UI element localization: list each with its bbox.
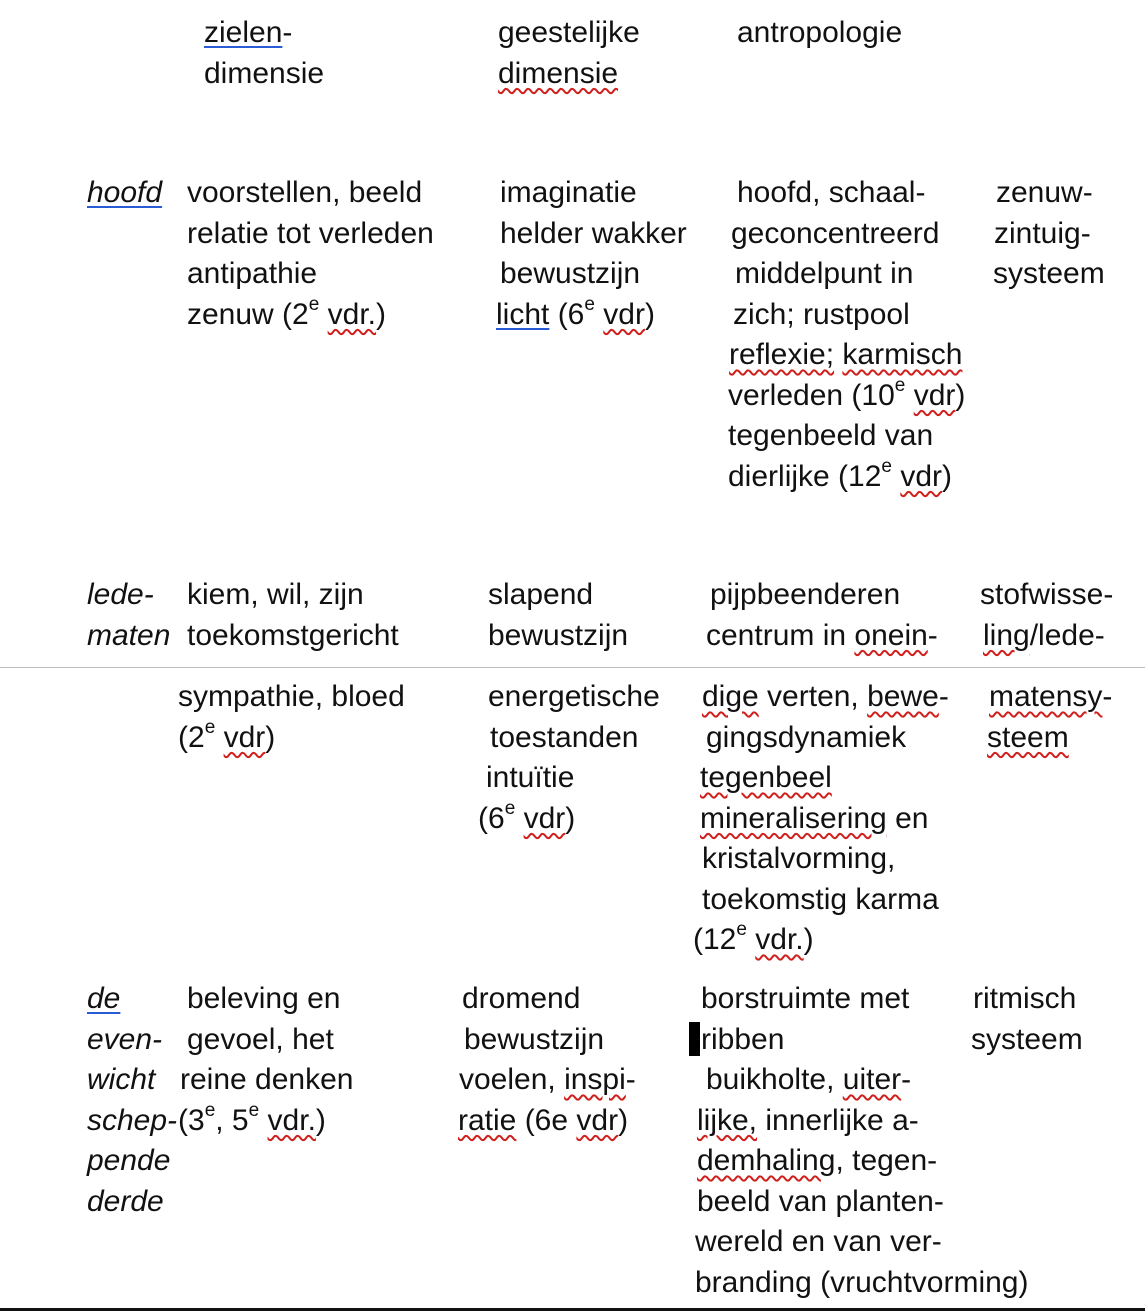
header-zielen: zielen	[204, 16, 283, 49]
text-line: beleving en	[187, 982, 341, 1015]
text-line: borstruimte met	[701, 982, 910, 1015]
text-line: centrum in onein-	[706, 618, 938, 652]
ledematen-anthro-cell-top	[706, 575, 938, 656]
text-line: zenuw (2e vdr.)	[187, 293, 387, 331]
text-line: systeem	[971, 1022, 1083, 1056]
text-line: toestanden	[490, 720, 639, 754]
text-line: energetische	[488, 680, 660, 713]
text-line: (6e vdr)	[478, 797, 576, 835]
text-line: reine denken	[180, 1063, 354, 1096]
text-line: wereld en van ver-	[695, 1225, 942, 1258]
evenwicht-soul-cell	[178, 979, 354, 1141]
text-line: voelen, inspi-	[459, 1063, 636, 1096]
row-label-hoofd: hoofd	[87, 176, 163, 209]
hoofd-soul-cell	[187, 173, 434, 335]
text-line: zenuw-	[996, 176, 1093, 209]
text-line: systeem	[993, 257, 1105, 290]
text-line: dige verten, bewe-	[702, 680, 949, 713]
text-line: zintuig-	[994, 216, 1091, 250]
text-line: kristalvorming,	[702, 842, 896, 875]
text-line: ling/lede-	[983, 618, 1105, 652]
ledematen-system-cell-bottom	[989, 677, 1112, 758]
evenwicht-spirit-cell	[458, 979, 636, 1141]
text-line: bewustzijn	[488, 618, 629, 652]
hoofd-anthro-cell	[728, 173, 966, 497]
hoofd-system-cell	[993, 173, 1105, 295]
text-line: intuïtie	[486, 761, 575, 794]
text-line: dromend	[462, 982, 581, 1015]
header-soul-dimension: zielen- dimensie	[204, 13, 324, 94]
header-dimensie-spell: dimensie	[498, 56, 619, 90]
text-line: slapend	[488, 578, 594, 611]
text-line: toekomstgericht	[187, 618, 399, 652]
text-line: sympathie, bloed	[178, 680, 405, 713]
text-line: relatie tot verleden	[187, 216, 434, 250]
text-line: toekomstig karma	[702, 882, 939, 916]
text-line: tegenbeeld van	[728, 419, 934, 452]
row-label-evenwicht: de even- wicht schep- pende derde	[87, 982, 178, 1218]
ledematen-soul-cell-bottom	[178, 677, 405, 758]
text-line: verleden (10e vdr)	[728, 374, 966, 412]
text-line: stofwisse-	[980, 578, 1114, 611]
text-line: bewustzijn	[500, 257, 641, 290]
text-line: voorstellen, beeld	[187, 176, 423, 209]
bottom-border	[0, 1308, 1145, 1311]
header-spiritual-dimension	[498, 13, 640, 94]
text-line: ribben	[701, 1022, 785, 1056]
text-line: steem	[987, 720, 1069, 754]
text-line: (3e, 5e vdr.)	[178, 1099, 326, 1137]
text-line: kiem, wil, zijn	[187, 578, 364, 611]
ledematen-soul-cell-top	[187, 575, 399, 656]
text-cursor	[689, 1022, 700, 1056]
text-line: demhaling, tegen-	[697, 1144, 938, 1177]
text-line: dierlijke (12e vdr)	[728, 455, 953, 493]
text-line: antipathie	[187, 257, 318, 290]
text-line: bewustzijn	[464, 1022, 605, 1056]
text-line: (2e vdr)	[178, 716, 276, 754]
ledematen-spirit-cell-top	[488, 575, 628, 656]
page-break-rule	[0, 667, 1145, 668]
header-anthropology: antropologie	[737, 16, 903, 49]
text-line: mineralisering en	[700, 801, 929, 835]
text-line: pijpbeenderen	[710, 578, 901, 611]
hoofd-spirit-cell	[496, 173, 687, 335]
text-line: lijke, innerlijke a-	[697, 1103, 919, 1137]
text-line: licht (6e vdr)	[496, 293, 655, 331]
text-line: beeld van planten-	[697, 1184, 944, 1218]
text-line: middelpunt in	[735, 257, 914, 290]
text-line: helder wakker	[500, 216, 687, 250]
text-line: tegenbeel	[700, 761, 832, 794]
ledematen-system-cell-top	[980, 575, 1113, 656]
text-line: buikholte, uiter-	[706, 1063, 912, 1096]
text-line: geconcentreerd	[731, 216, 940, 250]
header-geestelijke: geestelijke	[498, 16, 640, 49]
text-line: gingsdynamiek	[706, 720, 907, 754]
evenwicht-system-cell	[973, 979, 1083, 1060]
text-line: ritmisch	[973, 982, 1077, 1015]
ledematen-anthro-cell-bottom	[693, 677, 949, 961]
text-line: reflexie; karmisch	[729, 338, 963, 371]
header-dimensie: dimensie	[204, 56, 325, 90]
row-label-ledematen: lede- maten	[87, 578, 171, 652]
text-line: ratie (6e vdr)	[458, 1103, 629, 1137]
text-line: hoofd, schaal-	[737, 176, 926, 209]
text-line: gevoel, het	[187, 1022, 334, 1056]
text-line: matensy-	[989, 680, 1113, 713]
text-line: zich; rustpool	[733, 297, 910, 331]
text-line: (12e vdr.)	[693, 919, 814, 956]
ledematen-spirit-cell-bottom	[478, 677, 660, 839]
text-line: imaginatie	[500, 176, 637, 209]
text-line: branding (vruchtvorming)	[695, 1265, 1029, 1299]
